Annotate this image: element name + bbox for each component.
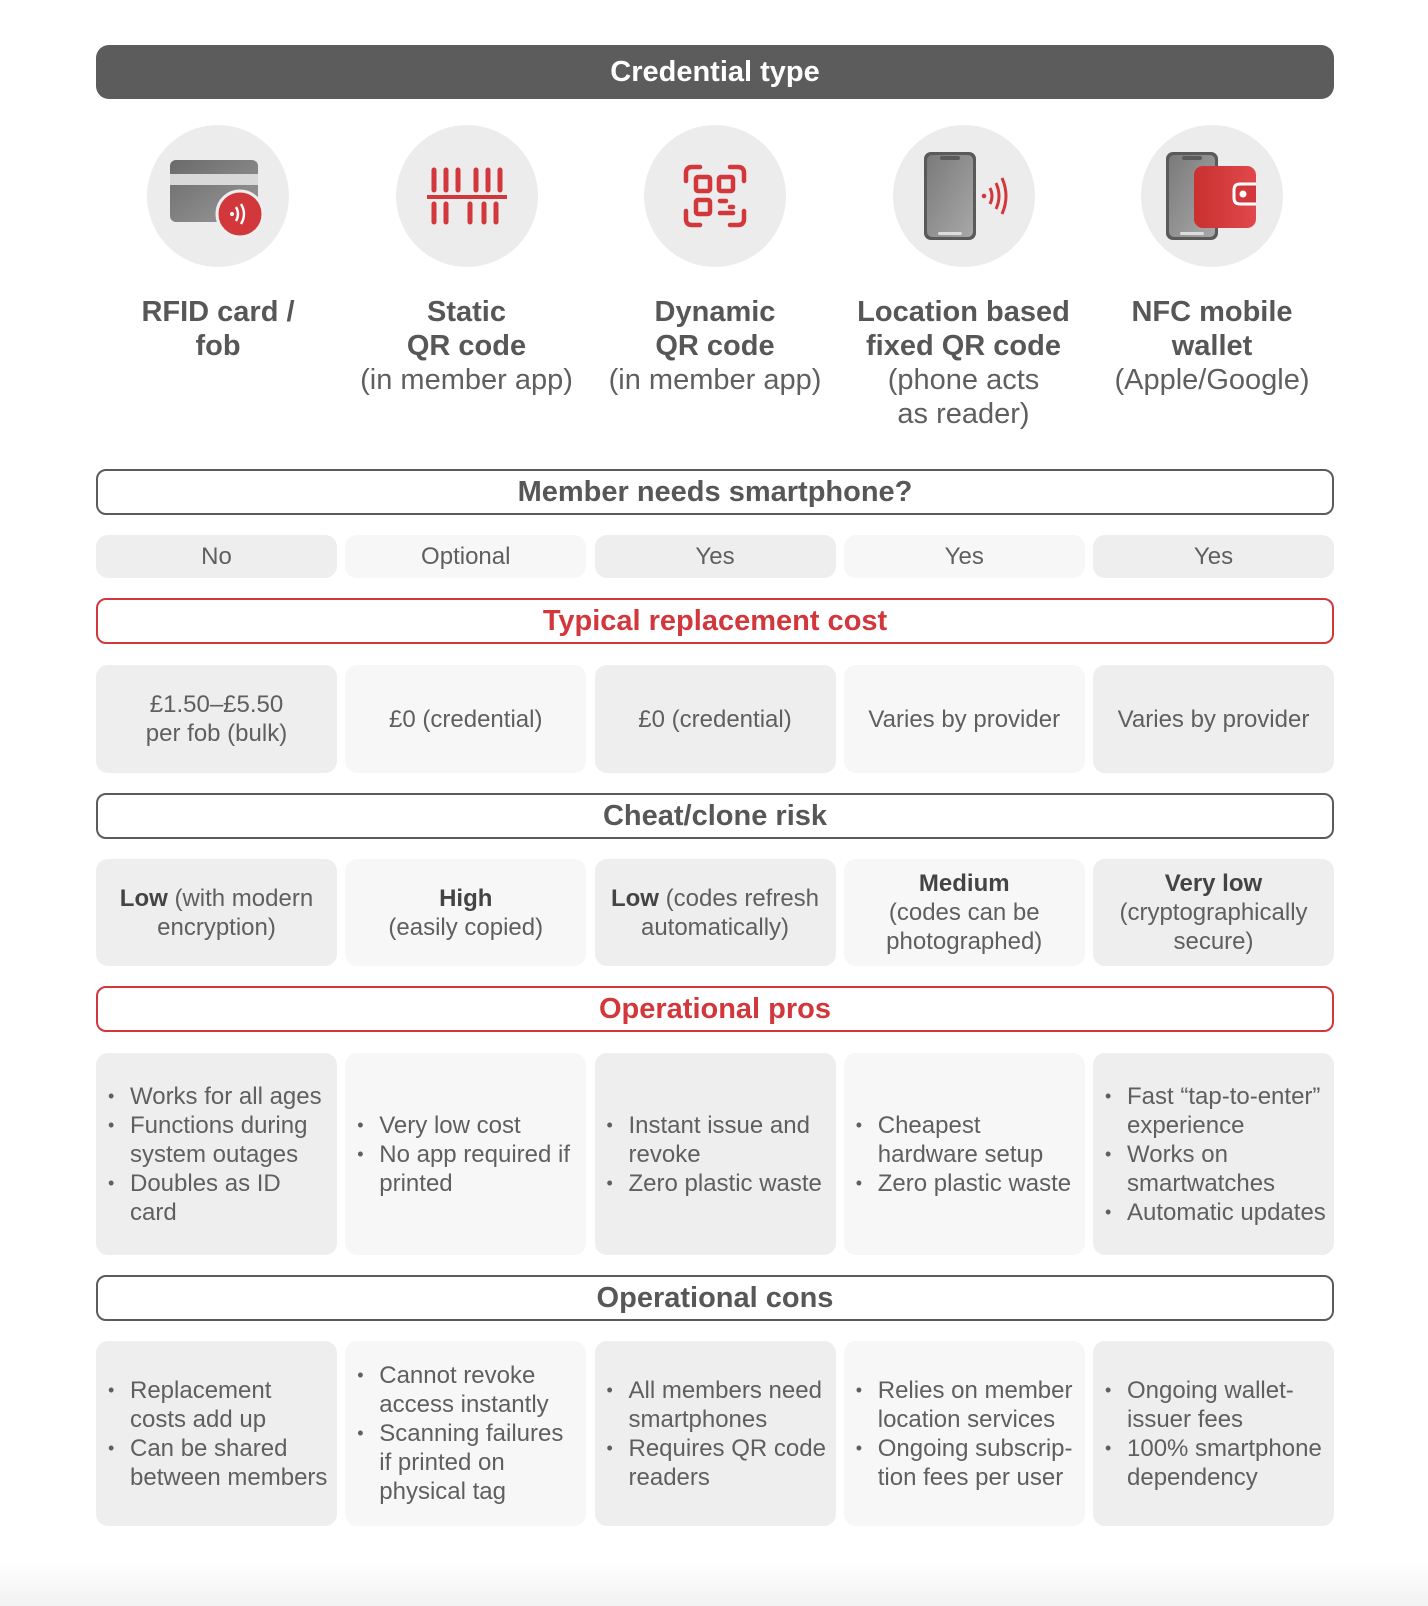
list-item: • No app required if printed [357,1140,578,1198]
list-item: • Scanning failures if printed on physical tag [357,1419,578,1506]
list-item: • Doubles as ID card [108,1169,329,1227]
pros-row [96,1053,1334,1255]
pros-list [607,1111,828,1198]
smartphone-row [96,535,1334,578]
risk-level: Low [119,884,168,912]
cons-cell [345,1341,586,1526]
qr-code-icon [644,125,786,267]
cons-cell [844,1341,1085,1526]
list-item: • Replacement costs add up [108,1376,329,1434]
cons-cell [595,1341,836,1526]
cost-cell: Varies by provider [1093,665,1334,773]
risk-level: Low [610,884,659,912]
cons-list [1105,1376,1326,1492]
risk-cell [96,859,337,966]
smartphone-cell: Optional [345,535,586,578]
type-title: Dynamic QR code [654,296,776,362]
risk-level: High [439,884,493,912]
cost-cell: £1.50–£5.50 per fob (bulk) [96,665,337,773]
list-item: • All members need smartphones [607,1376,828,1434]
smartphone-cell: Yes [1093,535,1334,578]
type-title: RFID card / fob [141,296,295,362]
cost-cell: £0 (credential) [595,665,836,773]
smartphone-cell: No [96,535,337,578]
list-item: • Cheapest hardware setup [856,1111,1077,1169]
type-dynamic-qr [593,125,837,431]
cons-list [357,1361,578,1506]
clone-risk-header: Cheat/clone risk [96,793,1334,839]
cons-list [856,1376,1077,1492]
list-item: • Cannot revoke access instantly [357,1361,578,1419]
mobile-wallet-icon [1141,125,1283,267]
barcode-icon [396,125,538,267]
list-item: • Instant issue and revoke [607,1111,828,1169]
rfid-card-icon [147,125,289,267]
pros-list [856,1111,1077,1198]
risk-cell [595,859,836,966]
pros-cell [96,1053,337,1255]
risk-level: Very low [1164,870,1263,897]
risk-level: Medium [918,870,1010,897]
risk-detail: (easily copied) [388,913,544,941]
pros-cell [844,1053,1085,1255]
pros-list [357,1111,578,1198]
list-item: • Zero plastic waste [607,1169,828,1198]
cost-cell: £0 (credential) [345,665,586,773]
list-item: • Requires QR code readers [607,1434,828,1492]
type-static-qr [345,125,589,431]
risk-detail: (codes refresh automatically) [640,884,820,941]
risk-detail: (codes can be photographed) [886,899,1043,955]
risk-cell [1093,859,1334,966]
operational-pros-header: Operational pros [96,986,1334,1032]
type-title: NFC mobile wallet [1131,296,1293,362]
list-item: • Functions during system outages [108,1111,329,1169]
list-item: • Zero plastic waste [856,1169,1077,1198]
smartphone-cell: Yes [844,535,1085,578]
type-subtitle: (phone acts as reader) [887,364,1040,430]
replacement-cost-header: Typical replacement cost [96,598,1334,644]
list-item: • Ongoing wallet-issuer fees [1105,1376,1326,1434]
list-item: • Fast “tap-to-enter” experience [1105,1082,1326,1140]
type-rfid [96,125,340,431]
cons-list [108,1376,329,1492]
type-title: Static QR code [406,296,527,362]
risk-cell [345,859,586,966]
cons-cell [1093,1341,1334,1526]
credential-comparison [96,45,1334,1526]
list-item: • Ongoing subscrip-tion fees per user [856,1434,1077,1492]
pros-cell [1093,1053,1334,1255]
cost-cell: Varies by provider [844,665,1085,773]
list-item: • Works on smartwatches [1105,1140,1326,1198]
list-item: • Automatic updates [1105,1198,1326,1227]
risk-cell [844,859,1085,966]
type-subtitle: (in member app) [360,364,573,396]
smartphone-cell: Yes [595,535,836,578]
operational-cons-header: Operational cons [96,1275,1334,1321]
pros-list [1105,1082,1326,1227]
type-subtitle: (in member app) [608,364,822,396]
phone-reader-icon [893,125,1035,267]
type-location-qr [842,125,1086,431]
pros-cell [345,1053,586,1255]
list-item: • Works for all ages [108,1082,329,1111]
type-title: Location based fixed QR code [857,296,1070,362]
list-item: • Relies on member location services [856,1376,1077,1434]
risk-detail: (cryptographically secure) [1119,899,1308,955]
type-subtitle: (Apple/Google) [1114,364,1310,396]
list-item: • Can be shared between members [108,1434,329,1492]
smartphone-header: Member needs smartphone? [96,469,1334,515]
list-item: • Very low cost [357,1111,578,1140]
list-item: • 100% smartphone dependency [1105,1434,1326,1492]
risk-detail: (with modern encryption) [157,884,314,941]
pros-cell [595,1053,836,1255]
risk-row [96,859,1334,966]
type-nfc-wallet [1090,125,1334,431]
cons-cell [96,1341,337,1526]
cost-row [96,665,1334,773]
credential-types [96,125,1334,431]
cons-list [607,1376,828,1492]
credential-type-header: Credential type [96,45,1334,99]
cons-row [96,1341,1334,1526]
pros-list [108,1082,329,1227]
